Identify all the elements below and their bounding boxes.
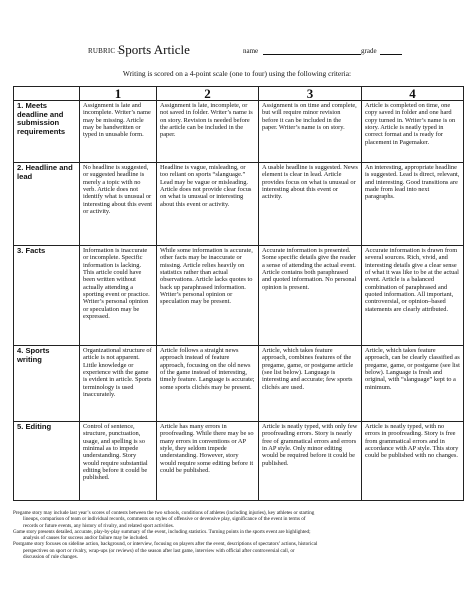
rubric-cell — [80, 346, 157, 422]
rubric-cell — [157, 163, 259, 246]
cell-text: Article, which takes feature approach, combines features of the pregame, game, or postgame article (see list below). Language is interesting and accurate; few sports clichés are used. — [262, 347, 354, 391]
cell-text: An interesting, appropriate headline is suggested. Lead is direct, relevant, and interesting. Good transitions are made from lead into next paragraphs. — [365, 164, 460, 201]
score-header: 1 — [80, 87, 157, 101]
criterion-cell — [14, 163, 80, 246]
cell-text: Information is inaccurate or incomplete. Specific information is lacking. This article could have been written without actually attending a sporting event or practice. Writer’s personal opinion or speculation may be expressed. — [83, 247, 150, 321]
cell-text: Control of sentence, structure, punctuation, usage, and spelling is so minimal as to impede understanding. Story would require substantial editing before it could be published. — [83, 423, 148, 482]
rubric-cell — [80, 422, 157, 501]
cell-text: Accurate information is drawn from several sources. Rich, vivid, and interesting details give a clear sense of what it was like to be at the actual event. Article is a balanced combination of paraphrased and quoted information. All important, controversial, or opinion–based statements are clearly attributed. — [365, 247, 459, 313]
rubric-row-sports-writing — [14, 346, 464, 422]
rubric-cell — [362, 163, 464, 246]
cell-text: Article follows a straight news approach instead of feature approach, focusing on the old news of the game instead of interesting, timely feature. Language is accurate; some sports clichés may be present. — [160, 347, 255, 391]
cell-text: While some information is accurate, other facts may be inaccurate or missing. Article relies heavily on statistics rather than actual observations. Article lacks quotes to back up paraphrased information. Writer’s personal opinion or speculation may be present. — [160, 247, 253, 306]
cell-text: A usable headline is suggested. News element is clear in lead. Article provides focus on what is unusual or interesting about this event or activity. — [262, 164, 358, 201]
rubric-cell — [157, 246, 259, 346]
name-blank-line — [263, 54, 361, 55]
criterion-label: 3. Facts — [17, 246, 46, 255]
rubric-cell — [259, 163, 362, 246]
scoring-intro: Writing is scored on a 4-point scale (one to four) using the following criteria: — [122, 69, 352, 78]
criterion-cell — [14, 246, 80, 346]
score-header: 2 — [157, 87, 259, 101]
rubric-cell — [80, 246, 157, 346]
cell-text: Assignment is on time and complete, but will require minor revision before it can be included in the paper. Writer’s name is on story. — [262, 102, 357, 132]
criterion-cell — [14, 346, 80, 422]
criterion-cell — [14, 101, 80, 163]
score-header-row — [14, 87, 464, 101]
grade-label: grade — [361, 47, 377, 55]
criterion-label: 2. Headline and lead — [17, 163, 73, 181]
note-line: Postgame story focuses on sideline action, background, or interview, focusing on players after the event, descriptions of spectators’ actions, historical — [13, 541, 318, 548]
document-title: Sports Article — [118, 42, 190, 57]
criterion-label: 4. Sports writing — [17, 346, 50, 364]
rubric-cell — [157, 422, 259, 501]
cell-text: Assignment is late and incomplete. Writer’s name may be missing. Article may be handwritten or typed in unusable form. — [83, 102, 151, 139]
note-line: records or future events, any history of rivalry, and related sport activities. — [23, 522, 175, 529]
note-line: lineups, comparison of team or individual records, comments on styles of offensive or devensive play, significance of the event in terms of — [23, 516, 306, 523]
rubric-cell — [259, 422, 362, 501]
cell-text: Assignment is late, incomplete, or not saved in folder. Writer’s name is on story. Revision is needed before the article can be included in the paper. — [160, 102, 253, 139]
note-line: analysis of causes for success and/or failure may be included. — [23, 535, 149, 542]
cell-text: Article is neatly typed, with only few proofreading errors. Story is nearly free of grammatical errors and errors in AP style. Only minor editing would be required before it could be published. — [262, 423, 358, 467]
rubric-cell — [157, 346, 259, 422]
cell-text: Accurate information is presented. Some specific details give the reader a sense of attending the actual event. Article contains both paraphrased and quoted information. No personal opinion is present. — [262, 247, 357, 291]
criterion-cell — [14, 422, 80, 501]
cell-text: No headline is suggested, or suggested headline is merely a topic with no verb. Article does not identify what is unusual or interesting about this event or activity. — [83, 164, 153, 216]
rubric-cell — [259, 346, 362, 422]
cell-text: Article is neatly typed, with no errors in proofreading. Story is free from grammatical errors and in accordance with AP style. This story could be published with no changes. — [365, 423, 459, 460]
note-line: discussion of rule changes. — [23, 554, 78, 561]
rubric-cell — [259, 246, 362, 346]
score-header: 3 — [259, 87, 362, 101]
score-header: 4 — [362, 87, 464, 101]
rubric-cell — [80, 163, 157, 246]
name-label: name — [243, 47, 259, 55]
rubric-cell — [362, 346, 464, 422]
rubric-cell — [362, 246, 464, 346]
rubric-cell — [80, 101, 157, 163]
rubric-cell — [157, 101, 259, 163]
rubric-cell — [362, 101, 464, 163]
cell-text: Organizational structure of article is not apparent. Little knowledge or experience with the game is evident in article. Sports terminology is used inaccurately. — [83, 347, 152, 399]
rubric-label: RUBRIC – — [88, 47, 121, 55]
rubric-row-facts — [14, 246, 464, 346]
cell-text: Article has many errors in proofreading. While there may be so many errors in conventions or AP style, they seldom impede understanding. However, story would require some editing before it could be published. — [160, 423, 254, 475]
grade-blank-line — [380, 54, 402, 55]
corner-cell — [14, 87, 80, 101]
note-line: Pregame story may include last year’s scores of contests between the two schools, conditions of athletes (including injuries), key athletes or starting — [13, 510, 315, 516]
rubric-row-deadline — [14, 101, 464, 163]
cell-text: Article, which takes feature approach, can be clearly classified as pregame, game, or postgame (see list below). Language is fresh and original, with “slanguage” kept to a minimum. — [365, 347, 460, 391]
criterion-label: 1. Meets deadline and submission requirements — [17, 101, 66, 136]
criterion-label: 5. Editing — [17, 422, 52, 431]
rubric-cell — [362, 422, 464, 501]
rubric-row-editing — [14, 422, 464, 501]
story-type-notes — [13, 510, 465, 560]
note-line: perspectives on sport or rivalry, wrap-ups (or reviews) of the season after last game, interview with official after controversial call, or — [23, 547, 295, 554]
rubric-row-headline — [14, 163, 464, 246]
rubric-table — [13, 86, 464, 501]
note-line: Game story presents detailed, accurate, play-by-play summary of the event, including statistics. Turning points in the sports event are highlighted; — [13, 528, 311, 535]
rubric-header — [0, 0, 474, 70]
cell-text: Headline is vague, misleading, or too reliant on sports “slanguage.” Lead may be vague or misleading. Article does not provide clear focus on what is unusual or interesting about this event or activity. — [160, 164, 252, 208]
rubric-cell — [259, 101, 362, 163]
cell-text: Article is completed on time, one copy saved in folder and one hard copy turned in. Writer’s name is on story. Article is neatly typed in correct format and is ready for placement in Pagemaker. — [365, 102, 456, 146]
